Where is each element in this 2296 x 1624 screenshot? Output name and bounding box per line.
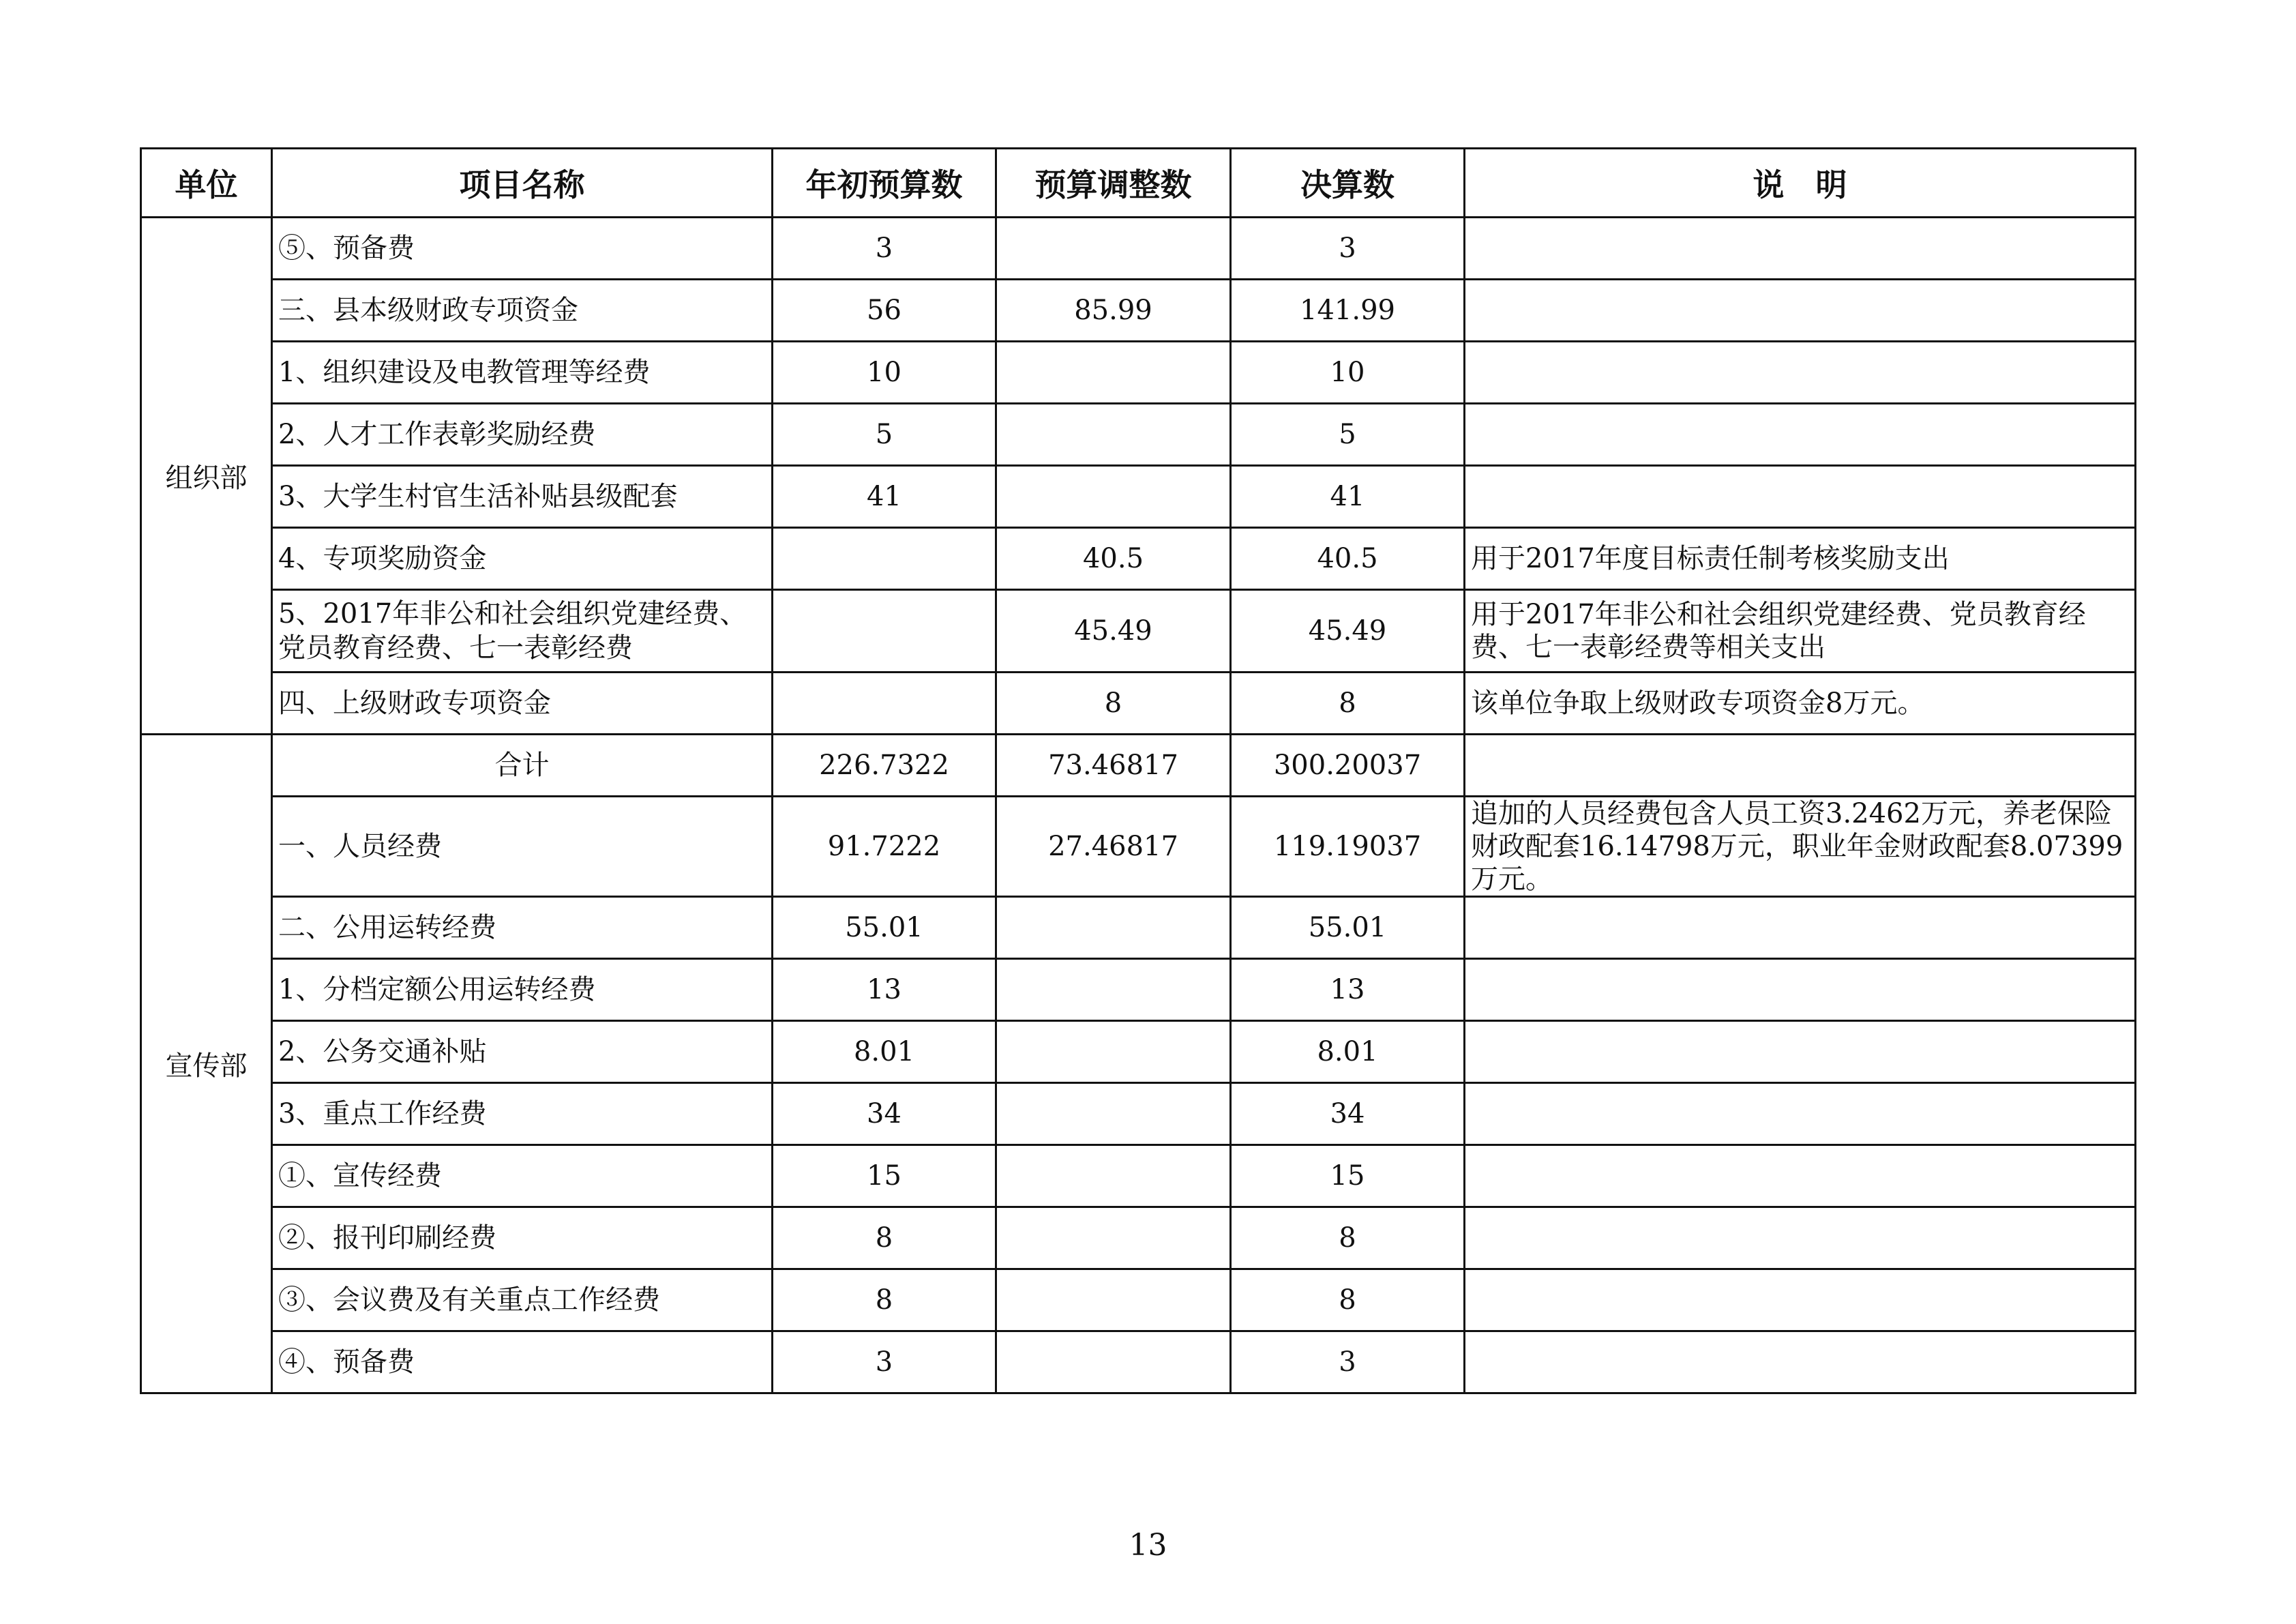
table-row [141, 280, 2136, 342]
final-account-cell: 8 [1231, 1207, 1465, 1269]
final-account-cell: 141.99 [1231, 280, 1465, 342]
table-header-row [141, 149, 2136, 218]
table-row [141, 673, 2136, 735]
project-name-cell: 1、分档定额公用运转经费 [272, 959, 773, 1021]
initial-budget-cell: 15 [773, 1145, 996, 1207]
adjustment-cell [996, 342, 1231, 404]
note-cell [1465, 404, 2136, 466]
adjustment-cell [996, 1269, 1231, 1331]
note-cell: 用于2017年非公和社会组织党建经费、党员教育经费、七一表彰经费等相关支出 [1465, 590, 2136, 673]
table-row [141, 959, 2136, 1021]
initial-budget-cell [773, 528, 996, 590]
final-account-cell: 3 [1231, 1331, 1465, 1393]
final-account-cell: 8 [1231, 673, 1465, 735]
initial-budget-cell [773, 673, 996, 735]
note-cell [1465, 1021, 2136, 1083]
adjustment-cell [996, 218, 1231, 280]
project-name-cell: 1、组织建设及电教管理等经费 [272, 342, 773, 404]
final-account-cell: 15 [1231, 1145, 1465, 1207]
final-account-cell: 10 [1231, 342, 1465, 404]
table-row [141, 797, 2136, 897]
initial-budget-cell [773, 590, 996, 673]
table-row [141, 1269, 2136, 1331]
project-name-cell: ⑤、预备费 [272, 218, 773, 280]
note-cell [1465, 959, 2136, 1021]
adjustment-cell [996, 1021, 1231, 1083]
project-name-cell: ①、宣传经费 [272, 1145, 773, 1207]
initial-budget-cell: 8.01 [773, 1021, 996, 1083]
initial-budget-cell: 5 [773, 404, 996, 466]
table-row [141, 218, 2136, 280]
final-account-cell: 41 [1231, 466, 1465, 528]
note-cell [1465, 1145, 2136, 1207]
header-final-account: 决算数 [1231, 149, 1465, 218]
adjustment-cell: 45.49 [996, 590, 1231, 673]
table-row [141, 404, 2136, 466]
final-account-cell: 119.19037 [1231, 797, 1465, 897]
note-cell [1465, 1083, 2136, 1145]
adjustment-cell: 85.99 [996, 280, 1231, 342]
adjustment-cell: 27.46817 [996, 797, 1231, 897]
project-name-cell: 2、人才工作表彰奖励经费 [272, 404, 773, 466]
table-row [141, 1021, 2136, 1083]
project-name-cell: 四、上级财政专项资金 [272, 673, 773, 735]
project-name-cell: 二、公用运转经费 [272, 897, 773, 959]
adjustment-cell [996, 404, 1231, 466]
table-row [141, 466, 2136, 528]
initial-budget-cell: 8 [773, 1207, 996, 1269]
final-account-cell: 13 [1231, 959, 1465, 1021]
initial-budget-cell: 34 [773, 1083, 996, 1145]
project-name-cell: 5、2017年非公和社会组织党建经费、党员教育经费、七一表彰经费 [272, 590, 773, 673]
final-account-cell: 300.20037 [1231, 735, 1465, 797]
note-cell [1465, 1331, 2136, 1393]
adjustment-cell: 73.46817 [996, 735, 1231, 797]
initial-budget-cell: 226.7322 [773, 735, 996, 797]
final-account-cell: 3 [1231, 218, 1465, 280]
adjustment-cell: 8 [996, 673, 1231, 735]
unit-cell-publicity: 宣传部 [141, 735, 272, 1393]
project-name-cell: ④、预备费 [272, 1331, 773, 1393]
initial-budget-cell: 3 [773, 218, 996, 280]
final-account-cell: 8.01 [1231, 1021, 1465, 1083]
header-unit: 单位 [141, 149, 272, 218]
budget-table [140, 147, 2136, 1394]
note-cell [1465, 218, 2136, 280]
adjustment-cell [996, 466, 1231, 528]
final-account-cell: 5 [1231, 404, 1465, 466]
initial-budget-cell: 91.7222 [773, 797, 996, 897]
note-cell [1465, 280, 2136, 342]
final-account-cell: 34 [1231, 1083, 1465, 1145]
note-cell: 追加的人员经费包含人员工资3.2462万元，养老保险财政配套16.14798万元，职业年金财政配套8.07399万元。 [1465, 797, 2136, 897]
note-cell [1465, 1269, 2136, 1331]
table-row [141, 735, 2136, 797]
table-row [141, 590, 2136, 673]
table-row [141, 1145, 2136, 1207]
project-name-cell: 一、人员经费 [272, 797, 773, 897]
project-name-cell: 合计 [272, 735, 773, 797]
project-name-cell: 3、重点工作经费 [272, 1083, 773, 1145]
final-account-cell: 55.01 [1231, 897, 1465, 959]
table-row [141, 1207, 2136, 1269]
project-name-cell: 3、大学生村官生活补贴县级配套 [272, 466, 773, 528]
header-initial-budget: 年初预算数 [773, 149, 996, 218]
note-cell [1465, 342, 2136, 404]
header-project-name: 项目名称 [272, 149, 773, 218]
initial-budget-cell: 3 [773, 1331, 996, 1393]
adjustment-cell [996, 959, 1231, 1021]
table-row [141, 1331, 2136, 1393]
project-name-cell: 4、专项奖励资金 [272, 528, 773, 590]
note-cell: 用于2017年度目标责任制考核奖励支出 [1465, 528, 2136, 590]
adjustment-cell [996, 1331, 1231, 1393]
project-name-cell: ②、报刊印刷经费 [272, 1207, 773, 1269]
adjustment-cell [996, 1207, 1231, 1269]
adjustment-cell [996, 897, 1231, 959]
final-account-cell: 8 [1231, 1269, 1465, 1331]
table-row [141, 528, 2136, 590]
adjustment-cell: 40.5 [996, 528, 1231, 590]
final-account-cell: 40.5 [1231, 528, 1465, 590]
adjustment-cell [996, 1083, 1231, 1145]
note-cell: 该单位争取上级财政专项资金8万元。 [1465, 673, 2136, 735]
note-cell [1465, 1207, 2136, 1269]
note-cell [1465, 735, 2136, 797]
table-row [141, 342, 2136, 404]
note-cell [1465, 466, 2136, 528]
note-cell [1465, 897, 2136, 959]
initial-budget-cell: 55.01 [773, 897, 996, 959]
final-account-cell: 45.49 [1231, 590, 1465, 673]
initial-budget-cell: 56 [773, 280, 996, 342]
unit-cell-organization: 组织部 [141, 218, 272, 735]
initial-budget-cell: 13 [773, 959, 996, 1021]
adjustment-cell [996, 1145, 1231, 1207]
header-note: 说 明 [1465, 149, 2136, 218]
project-name-cell: 2、公务交通补贴 [272, 1021, 773, 1083]
header-budget-adjustment: 预算调整数 [996, 149, 1231, 218]
table-row [141, 1083, 2136, 1145]
initial-budget-cell: 41 [773, 466, 996, 528]
project-name-cell: ③、会议费及有关重点工作经费 [272, 1269, 773, 1331]
table-row [141, 897, 2136, 959]
initial-budget-cell: 8 [773, 1269, 996, 1331]
project-name-cell: 三、县本级财政专项资金 [272, 280, 773, 342]
initial-budget-cell: 10 [773, 342, 996, 404]
page-number: 13 [1129, 1528, 1167, 1563]
